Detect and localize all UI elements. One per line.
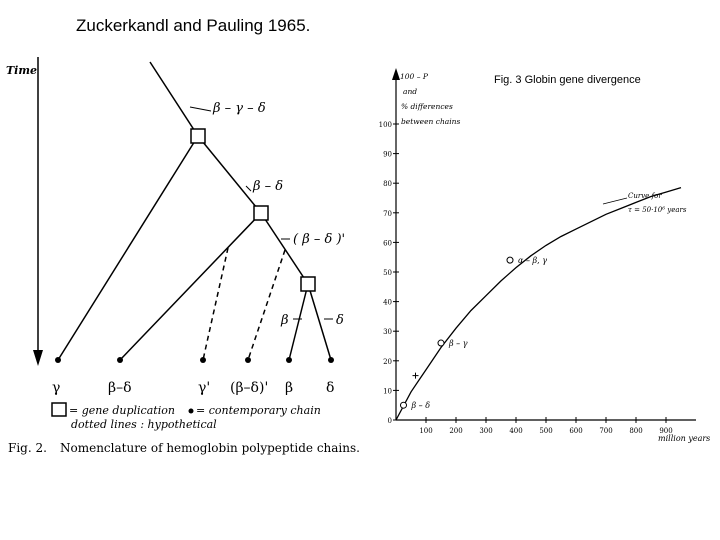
y-label-line: 100 – P <box>400 72 428 81</box>
x-tick-label: 600 <box>569 427 583 435</box>
y-tick-label: 20 <box>383 357 392 366</box>
legend-duplication-text: = gene duplication <box>69 404 175 417</box>
y-tick-label: 30 <box>383 328 392 337</box>
data-point <box>401 402 407 408</box>
x-tick-label: 100 <box>419 427 433 435</box>
legend-contemporary-text: = contemporary chain <box>196 404 321 417</box>
chart-points <box>401 256 548 410</box>
x-tick-label: 500 <box>539 427 553 435</box>
x-tick-label: 200 <box>449 427 463 435</box>
y-tick-label: 70 <box>383 209 392 218</box>
caption-prefix: Fig. 2. <box>8 441 47 455</box>
chart-ticks <box>379 121 673 435</box>
x-tick-label: 400 <box>509 427 523 435</box>
leaf-label: γ' <box>198 380 211 396</box>
label-beta-delta-node: β – δ <box>253 179 284 194</box>
leaf-label: β <box>285 380 294 396</box>
slide-title: Zuckerkandl and Pauling 1965. <box>76 16 311 35</box>
series-curve <box>396 188 681 420</box>
chart-series <box>396 188 681 420</box>
caption-text: Nomenclature of hemoglobin polypeptide chains. <box>60 441 360 455</box>
y-tick-label: 100 <box>378 121 392 129</box>
x-tick-label: 800 <box>629 427 643 435</box>
y-tick-label: 60 <box>383 239 392 248</box>
y-tick-label: 0 <box>387 417 392 425</box>
x-tick-label: 900 <box>659 427 673 435</box>
label-beta-delta-prime-node: ( β – δ )' <box>293 232 346 247</box>
data-point-label: β – δ <box>411 401 431 411</box>
curve-label-pointer <box>603 198 627 204</box>
leaf-label: β–δ <box>108 380 132 396</box>
data-point <box>438 340 444 346</box>
y-tick-label: 40 <box>383 298 392 307</box>
y-label-line: and <box>403 87 418 96</box>
leaf-label: γ <box>52 380 61 396</box>
curve-label-line1: Curve for <box>628 192 662 200</box>
y-tick-label: 50 <box>383 269 392 277</box>
curve-label-line2: τ = 50·10⁶ years <box>628 206 687 214</box>
chart-title: Fig. 3 Globin gene divergence <box>494 74 641 86</box>
x-tick-label: 700 <box>599 427 613 435</box>
label-root-node: β – γ – δ <box>213 101 266 116</box>
leaf-label: (β–δ)' <box>230 380 269 396</box>
y-label-line: % differences <box>401 102 453 111</box>
x-axis-label: million years <box>658 434 711 443</box>
data-point-label: α – β, γ <box>518 256 547 266</box>
data-point <box>507 257 513 263</box>
label-delta-node: δ <box>336 313 344 328</box>
label-beta-node: β <box>281 313 289 328</box>
y-tick-label: 10 <box>383 387 392 396</box>
time-axis-label: Time <box>6 64 38 77</box>
y-axis-arrow <box>392 68 400 80</box>
x-tick-label: 300 <box>479 427 493 435</box>
y-tick-label: 80 <box>383 180 392 189</box>
y-axis-label <box>400 72 460 126</box>
leaf-label: δ <box>326 380 335 396</box>
data-point-label: β – γ <box>449 339 468 349</box>
y-tick-label: 90 <box>383 150 392 159</box>
legend-dotted-text: dotted lines : hypothetical <box>71 418 217 431</box>
y-label-line: between chains <box>401 117 461 126</box>
